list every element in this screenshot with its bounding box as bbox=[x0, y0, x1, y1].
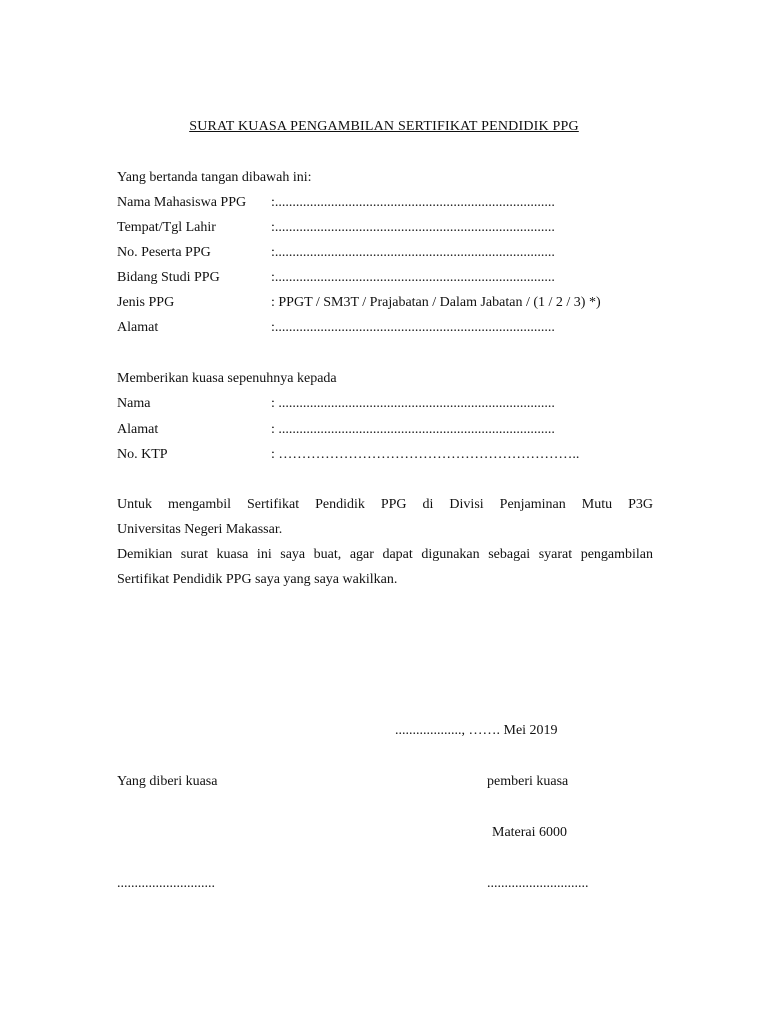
field-label: Tempat/Tgl Lahir bbox=[117, 220, 216, 235]
date-line: ..................., ……. Mei 2019 bbox=[395, 723, 558, 738]
field-value: :................................................................................ bbox=[271, 320, 555, 335]
field-value: :................................................................................ bbox=[271, 220, 555, 235]
field-label: No. KTP bbox=[117, 447, 168, 462]
paragraph-purpose bbox=[117, 492, 653, 542]
signature-label-left: Yang diberi kuasa bbox=[117, 774, 218, 789]
signature-line-right: ............................. bbox=[487, 876, 589, 891]
paragraph-line: Sertifikat Pendidik PPG saya yang saya wakilkan. bbox=[117, 572, 398, 587]
signature-line-left: ............................ bbox=[117, 876, 215, 891]
paragraph-closing bbox=[117, 542, 653, 592]
stamp-note: Materai 6000 bbox=[492, 825, 568, 840]
field-value: : ............................................................................... bbox=[271, 422, 555, 437]
field-value: :................................................................................ bbox=[271, 195, 555, 210]
intro-text: Yang bertanda tangan dibawah ini: bbox=[117, 170, 312, 185]
authorize-intro-text: Memberikan kuasa sepenuhnya kepada bbox=[117, 371, 337, 386]
field-value: :................................................................................ bbox=[271, 270, 555, 285]
field-label: Nama Mahasiswa PPG bbox=[117, 195, 247, 210]
paragraph-line: Demikian surat kuasa ini saya buat, agar dapat digunakan sebagai syarat pengambilan bbox=[117, 547, 653, 562]
field-label: Alamat bbox=[117, 422, 159, 437]
document-title: SURAT KUASA PENGAMBILAN SERTIFIKAT PENDIDIK PPG bbox=[189, 119, 579, 134]
field-value: :................................................................................ bbox=[271, 245, 555, 260]
field-value: : ............................................................................... bbox=[271, 396, 555, 411]
field-label: Bidang Studi PPG bbox=[117, 270, 220, 285]
signature-label-right: pemberi kuasa bbox=[487, 774, 569, 789]
field-label: Alamat bbox=[117, 320, 159, 335]
field-label: No. Peserta PPG bbox=[117, 245, 211, 260]
paragraph-line: Untuk mengambil Sertifikat Pendidik PPG di Divisi Penjaminan Mutu P3G bbox=[117, 497, 653, 512]
paragraph-line: Universitas Negeri Makassar. bbox=[117, 522, 283, 537]
field-value: : ……………………………………………………….. bbox=[271, 447, 580, 462]
field-value: : PPGT / SM3T / Prajabatan / Dalam Jabatan / (1 / 2 / 3) *) bbox=[271, 295, 601, 310]
field-label: Nama bbox=[117, 396, 151, 411]
field-label: Jenis PPG bbox=[117, 295, 175, 310]
